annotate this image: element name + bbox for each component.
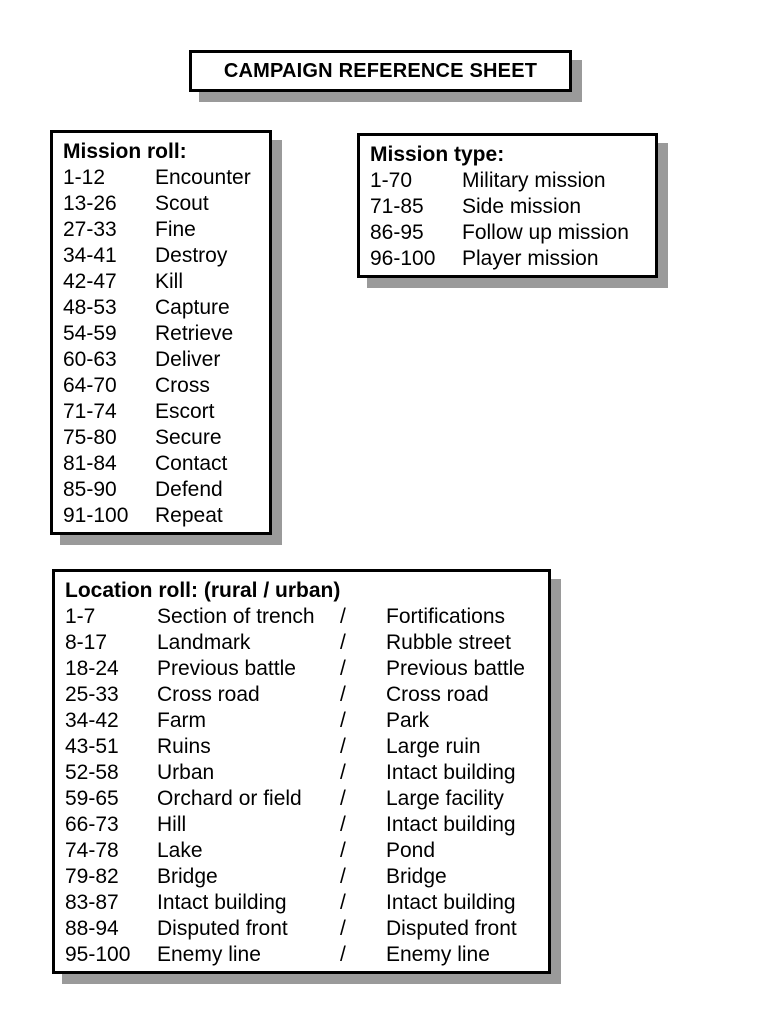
urban-location: Pond	[386, 839, 436, 862]
table-row	[65, 604, 548, 630]
roll-result: Scout	[155, 192, 209, 215]
mission-type-heading: Mission type:	[370, 143, 505, 166]
urban-location: Park	[386, 709, 430, 732]
location-roll-heading: Location roll: (rural / urban)	[65, 579, 341, 602]
roll-range: 85-90	[63, 478, 117, 501]
urban-location: Cross road	[386, 683, 489, 706]
roll-result: Retrieve	[155, 322, 234, 345]
table-row	[63, 399, 269, 425]
rural-location: Bridge	[157, 865, 218, 888]
title-box	[189, 50, 572, 92]
table-row	[65, 864, 548, 890]
rural-location: Urban	[157, 761, 215, 784]
rural-location: Enemy line	[157, 943, 261, 966]
roll-range: 27-33	[63, 218, 117, 241]
roll-range: 88-94	[65, 917, 119, 940]
rural-location: Ruins	[157, 735, 211, 758]
table-row	[63, 243, 269, 269]
rural-location: Orchard or field	[157, 787, 302, 810]
roll-range: 1-70	[370, 169, 413, 192]
roll-range: 34-42	[65, 709, 119, 732]
table-row	[63, 191, 269, 217]
roll-result: Cross	[155, 374, 210, 397]
table-row	[65, 786, 548, 812]
urban-location: Enemy line	[386, 943, 490, 966]
rural-urban-separator: /	[340, 839, 346, 862]
table-row	[63, 451, 269, 477]
table-row	[63, 347, 269, 373]
rural-urban-separator: /	[340, 787, 346, 810]
roll-range: 95-100	[65, 943, 131, 966]
mission-type-rows	[370, 168, 655, 272]
urban-location: Previous battle	[386, 657, 525, 680]
roll-range: 86-95	[370, 221, 424, 244]
rural-urban-separator: /	[340, 761, 346, 784]
table-row	[65, 656, 548, 682]
table-row	[65, 812, 548, 838]
roll-range: 43-51	[65, 735, 119, 758]
urban-location: Fortifications	[386, 605, 506, 628]
roll-range: 54-59	[63, 322, 117, 345]
table-row	[65, 916, 548, 942]
roll-range: 1-12	[63, 166, 106, 189]
table-row	[63, 503, 269, 529]
mission-roll-rows	[63, 165, 269, 529]
table-row	[65, 734, 548, 760]
roll-range: 48-53	[63, 296, 117, 319]
roll-range: 81-84	[63, 452, 117, 475]
mission-type-table	[357, 133, 658, 278]
roll-range: 71-85	[370, 195, 424, 218]
roll-result: Fine	[155, 218, 196, 241]
rural-urban-separator: /	[340, 891, 346, 914]
urban-location: Intact building	[386, 891, 516, 914]
urban-location: Intact building	[386, 761, 516, 784]
roll-range: 8-17	[65, 631, 108, 654]
rural-location: Disputed front	[157, 917, 288, 940]
table-row	[370, 168, 655, 194]
location-roll-rows	[65, 604, 548, 968]
roll-range: 75-80	[63, 426, 117, 449]
urban-location: Large facility	[386, 787, 504, 810]
table-row	[63, 295, 269, 321]
roll-range: 66-73	[65, 813, 119, 836]
roll-result: Contact	[155, 452, 228, 475]
location-roll-table	[52, 569, 551, 974]
rural-urban-separator: /	[340, 917, 346, 940]
table-row	[63, 373, 269, 399]
roll-result: Destroy	[155, 244, 228, 267]
urban-location: Rubble street	[386, 631, 511, 654]
rural-urban-separator: /	[340, 605, 346, 628]
table-row	[65, 838, 548, 864]
page-title: CAMPAIGN REFERENCE SHEET	[223, 59, 538, 82]
roll-result: Repeat	[155, 504, 223, 527]
roll-result: Secure	[155, 426, 222, 449]
rural-urban-separator: /	[340, 631, 346, 654]
table-row	[63, 425, 269, 451]
table-row	[65, 682, 548, 708]
table-row	[65, 942, 548, 968]
urban-location: Large ruin	[386, 735, 481, 758]
roll-result: Defend	[155, 478, 223, 501]
roll-range: 25-33	[65, 683, 119, 706]
roll-result: Military mission	[462, 169, 606, 192]
rural-location: Lake	[157, 839, 203, 862]
table-row	[65, 890, 548, 916]
rural-location: Section of trench	[157, 605, 315, 628]
roll-range: 52-58	[65, 761, 119, 784]
table-row	[63, 321, 269, 347]
table-row	[65, 630, 548, 656]
roll-range: 34-41	[63, 244, 117, 267]
rural-location: Cross road	[157, 683, 260, 706]
roll-result: Encounter	[155, 166, 251, 189]
roll-range: 60-63	[63, 348, 117, 371]
roll-range: 96-100	[370, 247, 436, 270]
table-row	[63, 477, 269, 503]
rural-urban-separator: /	[340, 813, 346, 836]
roll-range: 83-87	[65, 891, 119, 914]
roll-result: Deliver	[155, 348, 221, 371]
table-row	[370, 246, 655, 272]
roll-range: 74-78	[65, 839, 119, 862]
rural-urban-separator: /	[340, 865, 346, 888]
roll-result: Kill	[155, 270, 184, 293]
roll-range: 91-100	[63, 504, 129, 527]
roll-result: Escort	[155, 400, 215, 423]
roll-result: Follow up mission	[462, 221, 629, 244]
rural-urban-separator: /	[340, 943, 346, 966]
roll-range: 18-24	[65, 657, 119, 680]
roll-result: Side mission	[462, 195, 582, 218]
table-row	[63, 165, 269, 191]
rural-location: Farm	[157, 709, 206, 732]
roll-range: 59-65	[65, 787, 119, 810]
roll-range: 1-7	[65, 605, 96, 628]
table-row	[65, 760, 548, 786]
table-row	[65, 708, 548, 734]
rural-location: Intact building	[157, 891, 287, 914]
roll-range: 71-74	[63, 400, 117, 423]
roll-range: 13-26	[63, 192, 117, 215]
rural-urban-separator: /	[340, 683, 346, 706]
table-row	[63, 217, 269, 243]
rural-urban-separator: /	[340, 657, 346, 680]
rural-urban-separator: /	[340, 709, 346, 732]
roll-result: Player mission	[462, 247, 599, 270]
urban-location: Intact building	[386, 813, 516, 836]
urban-location: Bridge	[386, 865, 447, 888]
rural-urban-separator: /	[340, 735, 346, 758]
rural-location: Landmark	[157, 631, 251, 654]
mission-roll-table	[50, 130, 272, 535]
roll-range: 79-82	[65, 865, 119, 888]
table-row	[370, 194, 655, 220]
roll-range: 42-47	[63, 270, 117, 293]
urban-location: Disputed front	[386, 917, 517, 940]
rural-location: Previous battle	[157, 657, 296, 680]
table-row	[370, 220, 655, 246]
mission-roll-heading: Mission roll:	[63, 140, 187, 163]
table-row	[63, 269, 269, 295]
rural-location: Hill	[157, 813, 187, 836]
roll-result: Capture	[155, 296, 230, 319]
roll-range: 64-70	[63, 374, 117, 397]
